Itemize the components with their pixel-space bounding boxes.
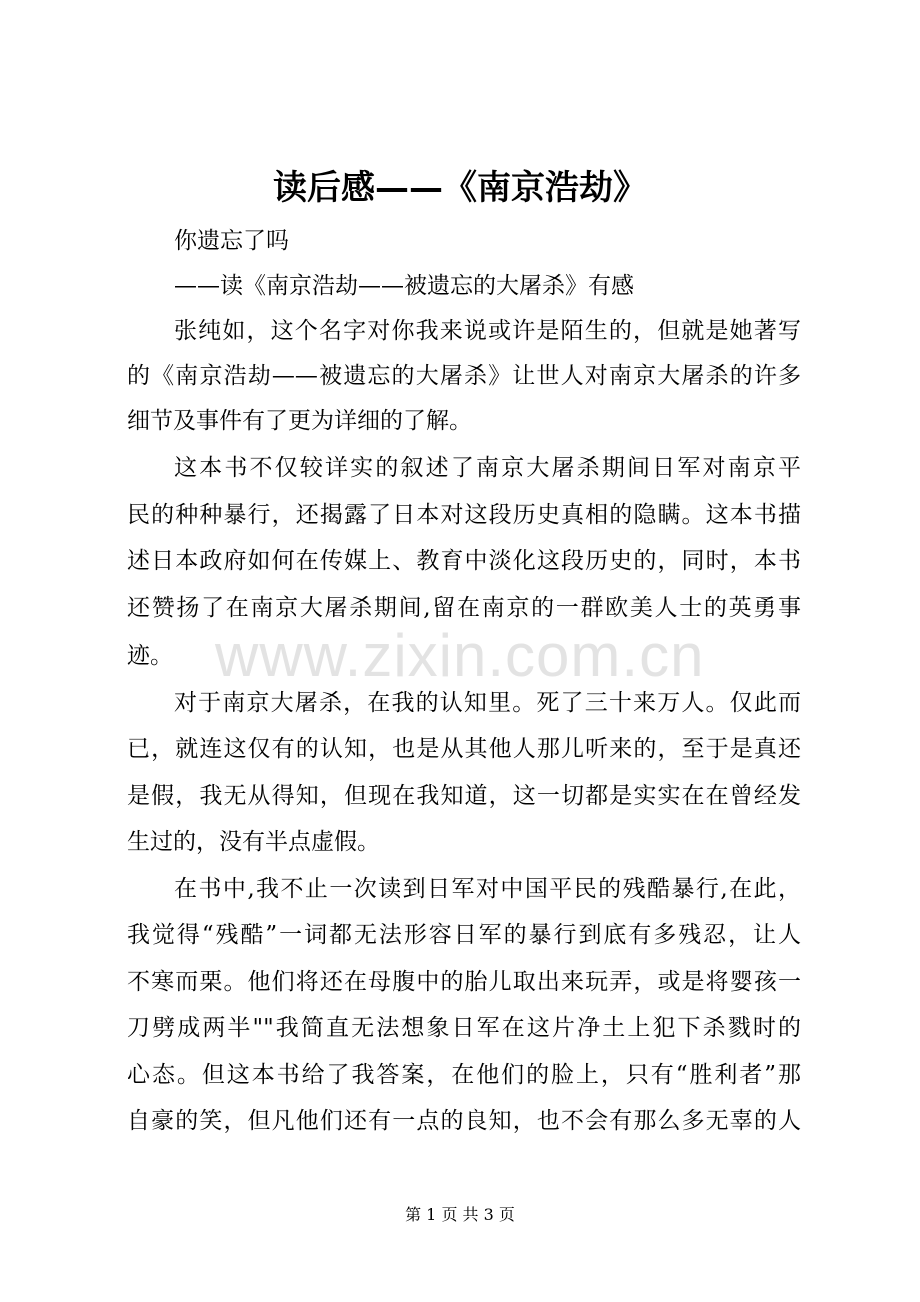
document-title: 读后感——《南京浩劫》 bbox=[273, 168, 647, 208]
text-line: 的《南京浩劫——被遗忘的大屠杀》让世人对南京大屠杀的许多 bbox=[127, 363, 801, 389]
text-line: 述日本政府如何在传媒上、教育中淡化这段历史的，同时，本书 bbox=[127, 548, 801, 574]
text-line: 对于南京大屠杀，在我的认知里。死了三十来万人。仅此而 bbox=[174, 690, 801, 716]
text-line: 不寒而栗。他们将还在母腹中的胎儿取出来玩弄，或是将婴孩一 bbox=[127, 969, 801, 995]
text-line: 在书中,我不止一次读到日军对中国平民的残酷暴行,在此， bbox=[174, 876, 801, 902]
text-line: 自豪的笑，但凡他们还有一点的良知，也不会有那么多无辜的人 bbox=[127, 1108, 801, 1134]
text-line: 是假，我无从得知，但现在我知道，这一切都是实实在在曾经发 bbox=[127, 783, 801, 809]
text-line: 你遗忘了吗 bbox=[174, 228, 289, 254]
text-line: 刀劈成两半""我简直无法想象日军在这片净土上犯下杀戮时的 bbox=[127, 1015, 801, 1041]
watermark: www.zixin.com.cn bbox=[215, 622, 705, 689]
text-line: 这本书不仅较详实的叙述了南京大屠杀期间日军对南京平 bbox=[174, 455, 801, 481]
text-line: 还赞扬了在南京大屠杀期间,留在南京的一群欧美人士的英勇事 bbox=[127, 595, 801, 621]
text-line: 已，就连这仅有的认知，也是从其他人那儿听来的，至于是真还 bbox=[127, 736, 801, 762]
page-footer: 第 1 页 共 3 页 bbox=[405, 1205, 515, 1224]
text-line: 细节及事件有了更为详细的了解。 bbox=[127, 408, 472, 434]
text-line: 张纯如，这个名字对你我来说或许是陌生的，但就是她著写 bbox=[174, 318, 801, 344]
text-line: 生过的，没有半点虚假。 bbox=[127, 829, 380, 855]
text-line: 民的种种暴行，还揭露了日本对这段历史真相的隐瞒。这本书描 bbox=[127, 502, 801, 528]
text-line: 我觉得“残酷”一词都无法形容日军的暴行到底有多残忍，让人 bbox=[127, 922, 801, 948]
text-line: 迹。 bbox=[127, 643, 173, 669]
text-line: ——读《南京浩劫——被遗忘的大屠杀》有感 bbox=[174, 273, 634, 299]
text-line: 心态。但这本书给了我答案，在他们的脸上，只有“胜利者”那 bbox=[127, 1062, 801, 1088]
